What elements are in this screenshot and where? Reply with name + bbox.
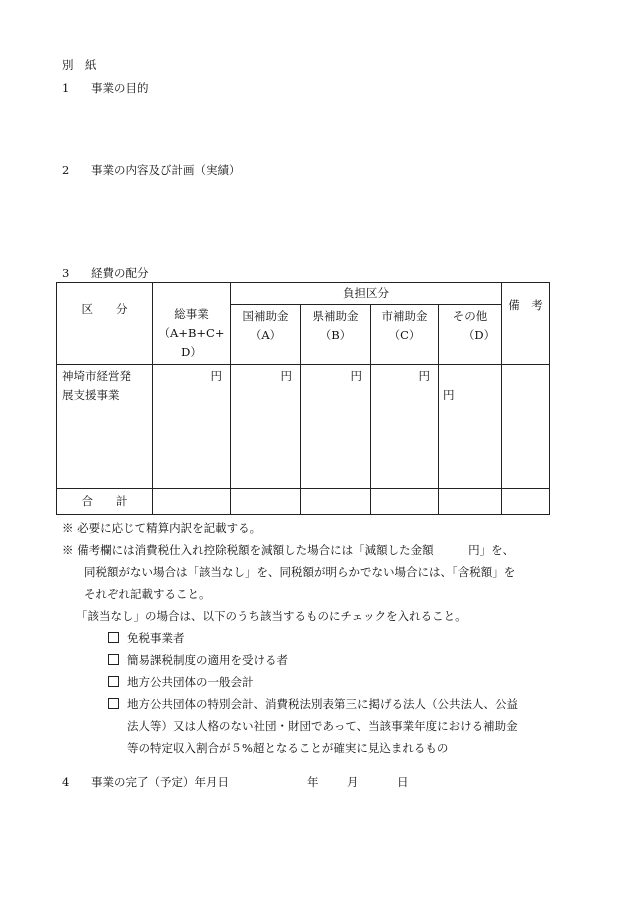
cell-prefectural: 円 (301, 365, 371, 489)
total-label: 合 計 (57, 489, 153, 515)
header-burden: 負担区分 (231, 283, 502, 305)
section-number: 1 (62, 81, 70, 95)
section-4 (62, 777, 229, 789)
total-cell (502, 489, 550, 515)
header-other: その他 （D） (439, 305, 502, 365)
section-number: 3 (62, 266, 70, 280)
checkbox-icon[interactable] (108, 676, 119, 687)
header-national: 国補助金 （A） (231, 305, 301, 365)
checkbox-icon[interactable] (108, 654, 119, 665)
section-number: 2 (62, 163, 70, 177)
section-title: 経費の配分 (90, 266, 149, 280)
row-name: 神埼市経営発 展支援事業 (57, 365, 153, 489)
completion-day: 日 (397, 775, 409, 789)
checkbox-tax-exempt[interactable]: 免税事業者 (108, 627, 185, 649)
section-title: 事業の完了（予定）年月日 (90, 775, 229, 789)
total-row (57, 489, 550, 515)
header-category: 区 分 (57, 283, 153, 365)
note-3: 「該当なし」の場合は、以下のうち該当するものにチェックを入れること。 (76, 609, 467, 623)
total-cell (439, 489, 502, 515)
budget-table (56, 282, 550, 515)
cell-total: 円 (153, 365, 231, 489)
total-cell (371, 489, 439, 515)
checkbox-icon[interactable] (108, 698, 119, 709)
header-prefectural: 県補助金 （B） (301, 305, 371, 365)
total-cell (231, 489, 301, 515)
section-1 (62, 83, 148, 95)
completion-month: 月 (347, 775, 359, 789)
completion-year: 年 (307, 775, 319, 789)
header-remarks: 備 考 (502, 283, 550, 365)
checkbox-special-account[interactable]: 地方公共団体の特別会計、消費税法別表第三に掲げる法人（公共法人、公益 法人等）又は人格のない社団・財団であって、当該事業年度における補助金 等の特定収入割合が５%超となることが確実に見込まれるもの (108, 693, 518, 759)
section-3 (62, 268, 148, 280)
annex-title: 別 紙 (62, 58, 97, 72)
checkbox-simplified-tax[interactable]: 簡易課税制度の適用を受ける者 (108, 649, 288, 671)
checkbox-general-account[interactable]: 地方公共団体の一般会計 (108, 671, 254, 693)
section-title: 事業の内容及び計画（実績） (90, 163, 241, 177)
cell-other: 円 (439, 365, 502, 489)
checkbox-icon[interactable] (108, 632, 119, 643)
section-number: 4 (62, 775, 70, 789)
header-total: 総事業 （A+B+C+ D） (153, 283, 231, 365)
cell-national: 円 (231, 365, 301, 489)
section-2 (62, 165, 240, 177)
note-2: ※ 備考欄には消費税仕入れ控除税額を減額した場合には「減額した金額 円」を、 同税額がない場合は「該当なし」を、同税額が明らかでない場合には、「含税額」を それぞれ記載すること。 (62, 543, 516, 601)
table-row (57, 365, 550, 489)
total-cell (153, 489, 231, 515)
cell-city: 円 (371, 365, 439, 489)
header-city: 市補助金 （C） (371, 305, 439, 365)
cell-remarks (502, 365, 550, 489)
note-1: ※ 必要に応じて精算内訳を記載する。 (62, 521, 262, 535)
total-cell (301, 489, 371, 515)
section-title: 事業の目的 (90, 81, 149, 95)
